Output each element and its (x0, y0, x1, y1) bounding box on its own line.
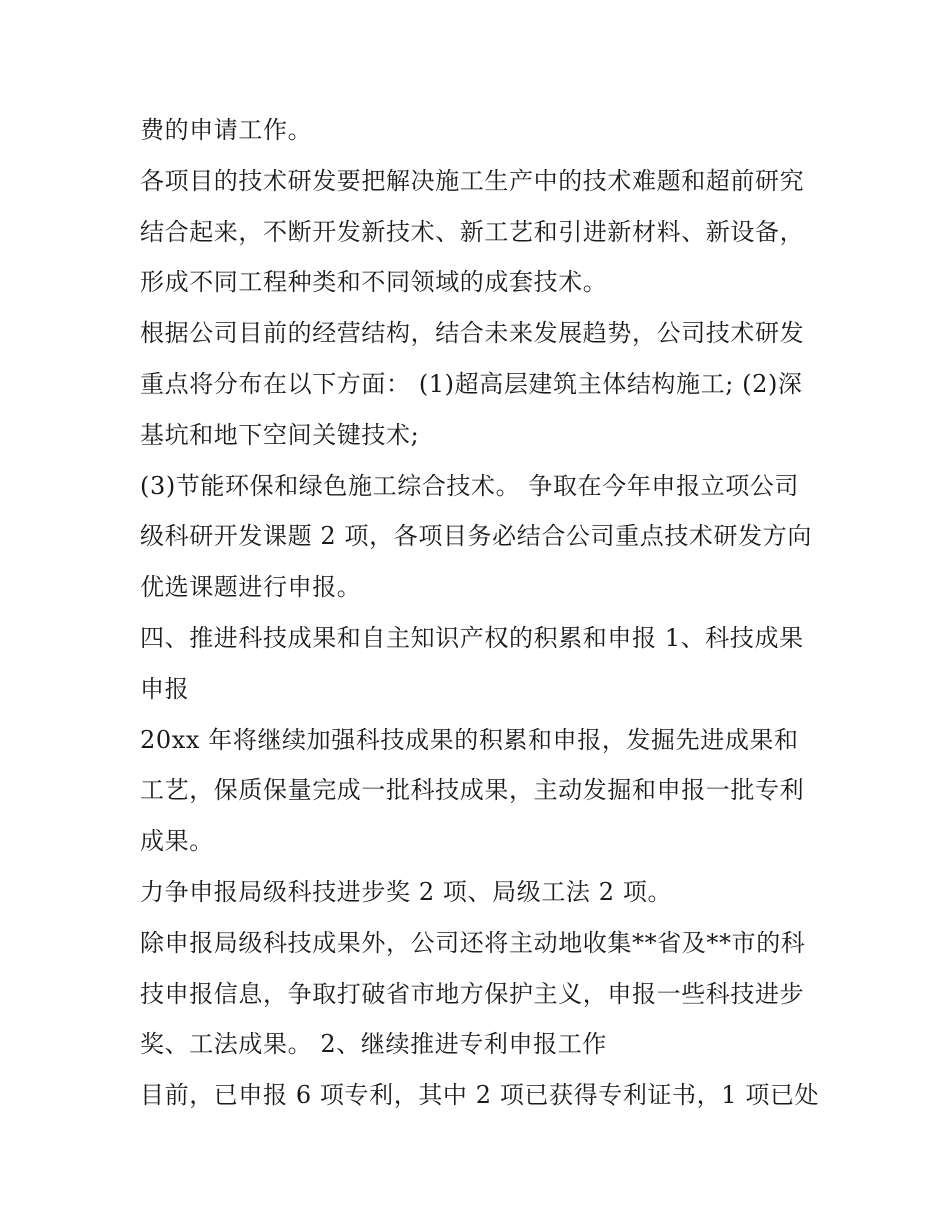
text-line: 工艺，保质保量完成一批科技成果，主动发掘和申报一批专利 (140, 776, 805, 805)
text-line: 根据公司目前的经营结构，结合未来发展趋势，公司技术研发 (140, 319, 805, 348)
text-line: 成果。 (140, 827, 214, 856)
text-line: 技申报信息，争取打破省市地方保护主义，申报一些科技进步 (140, 979, 805, 1008)
text-line: (3)节能环保和绿色施工综合技术。 争取在今年申报立项公司 (140, 471, 800, 500)
text-line: 奖、工法成果。 2、继续推进专利申报工作 (140, 1030, 607, 1059)
section-heading-line: 四、推进科技成果和自主知识产权的积累和申报 1、科技成果 (140, 623, 804, 652)
text-line: 基坑和地下空间关键技术; (140, 420, 420, 449)
text-line: 重点将分布在以下方面： (1)超高层建筑主体结构施工; (2)深 (140, 369, 803, 398)
text-line: 结合起来，不断开发新技术、新工艺和引进新材料、新设备， (140, 217, 805, 246)
document-body (140, 105, 830, 1121)
text-line: 力争申报局级科技进步奖 2 项、局级工法 2 项。 (140, 877, 673, 906)
text-line: 20xx 年将继续加强科技成果的积累和申报，发掘先进成果和 (140, 725, 799, 754)
text-line: 级科研开发课题 2 项，各项目务必结合公司重点技术研发方向 (140, 522, 812, 551)
section-heading-line: 申报 (140, 674, 190, 703)
text-line: 优选课题进行申报。 (140, 573, 362, 602)
text-line: 目前，已申报 6 项专利，其中 2 项已获得专利证书，1 项已处 (140, 1081, 820, 1110)
text-line: 各项目的技术研发要把解决施工生产中的技术难题和超前研究 (140, 166, 805, 195)
text-line: 除申报局级科技成果外，公司还将主动地收集**省及**市的科 (140, 928, 806, 957)
text-line: 费的申请工作。 (140, 116, 313, 144)
text-line: 形成不同工程种类和不同领域的成套技术。 (140, 268, 608, 297)
